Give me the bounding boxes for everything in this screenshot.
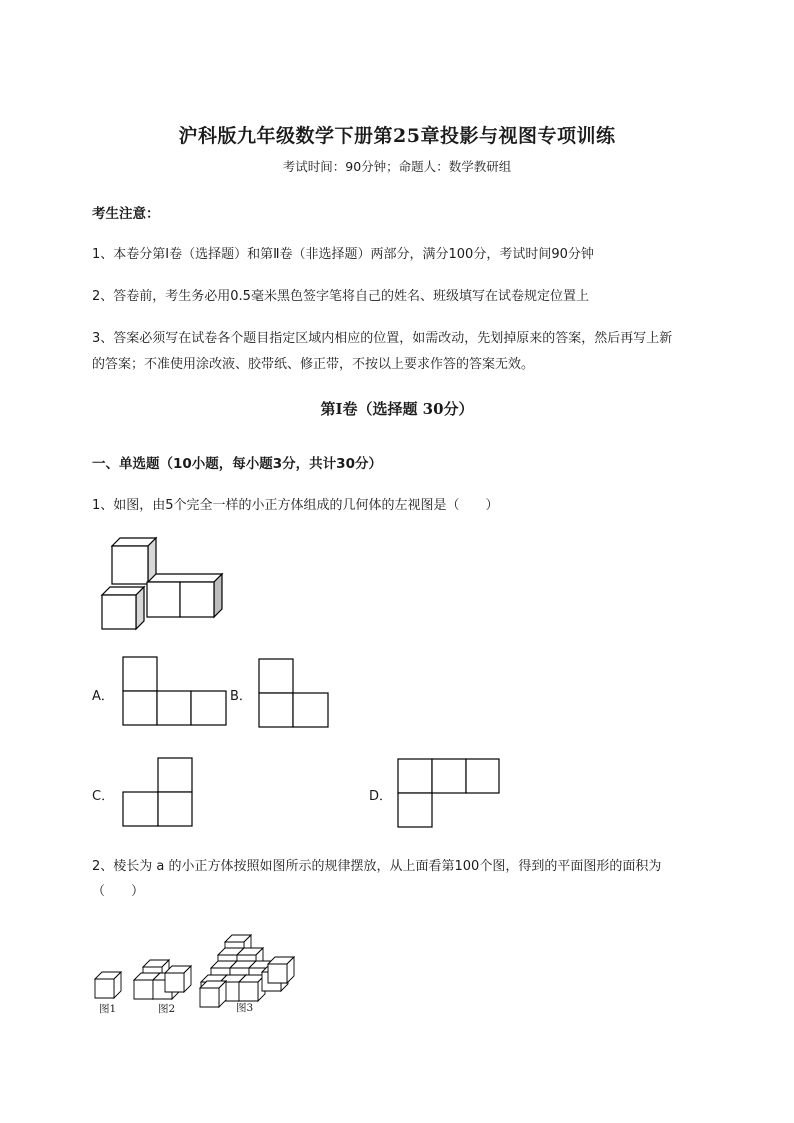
- question-1-stem: 1、如图，由5个完全一样的小正方体组成的几何体的左视图是（ ）: [92, 498, 499, 513]
- option-c-figure[interactable]: [122, 757, 194, 829]
- small-cube: [95, 972, 121, 998]
- page-title: 沪科版九年级数学下册第25章投影与视图专项训练: [178, 125, 616, 147]
- question-2-figure: [90, 924, 300, 1004]
- question-2-stem-cont: （ ）: [92, 884, 145, 899]
- notice-item-2: 2、答卷前，考生务必用0.5毫米黑色签字笔将自己的姓名、班级填写在试卷规定位置上: [92, 289, 589, 304]
- option-a-figure[interactable]: [122, 656, 228, 726]
- option-c-label[interactable]: C．: [92, 789, 115, 804]
- notice-item-3-cont: 的答案；不准使用涂改液、胶带纸、修正带，不按以上要求作答的答案无效。: [92, 357, 535, 372]
- option-b-label[interactable]: B．: [230, 689, 252, 704]
- question-2-stem: 2、棱长为 a 的小正方体按照如图所示的规律摆放，从上面看第100个图，得到的平面图形的面积为: [92, 859, 662, 874]
- small-cube: [239, 975, 265, 1001]
- notice-item-1: 1、本卷分第I卷（选择题）和第Ⅱ卷（非选择题）两部分，满分100分，考试时间90分钟: [92, 247, 594, 262]
- section-title: 第I卷（选择题 30分）: [320, 400, 474, 418]
- part-heading: 一、单选题（10小题，每小题3分，共计30分）: [92, 456, 382, 472]
- option-b-figure[interactable]: [258, 658, 330, 728]
- small-cube: [268, 957, 294, 983]
- notice-heading: 考生注意：: [92, 206, 160, 222]
- exam-info: 考试时间：90分钟；命题人：数学教研组: [282, 159, 512, 174]
- option-a-label[interactable]: A．: [92, 689, 114, 704]
- option-d-figure[interactable]: [397, 758, 501, 830]
- option-d-label[interactable]: D．: [369, 789, 393, 804]
- figure-1-caption: 图1: [99, 1003, 117, 1015]
- notice-item-3: 3、答案必须写在试卷各个题目指定区域内相应的位置，如需改动，先划掉原来的答案，然后再写上新: [92, 331, 673, 346]
- small-cube: [165, 966, 191, 992]
- question-1-figure: [100, 536, 230, 636]
- figure-3-caption: 图3: [236, 1002, 254, 1014]
- small-cube: [200, 981, 226, 1007]
- figure-2-caption: 图2: [158, 1003, 176, 1015]
